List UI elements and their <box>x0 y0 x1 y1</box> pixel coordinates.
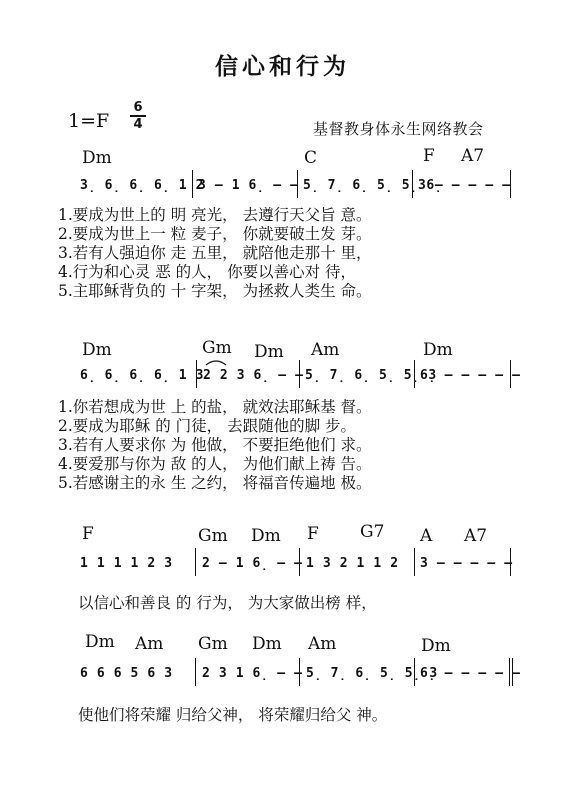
measure: 2 2 3 6̣ – – <box>203 368 304 383</box>
measure: 1 1 1 1 2 3 <box>80 556 173 571</box>
chord-label: Dm <box>254 342 284 362</box>
chord-label: Gm <box>202 338 232 358</box>
time-signature-top: 6 <box>133 100 143 115</box>
bar-line <box>192 170 193 198</box>
lyric-line: 1.要成为世上的 明 亮光， 去遵行天父旨 意。 <box>58 206 372 224</box>
measure: 2 – 1 6̣ – – <box>202 556 303 571</box>
chord-label: A <box>420 526 433 546</box>
time-signature-bottom: 4 <box>133 116 143 132</box>
chord-label: Dm <box>82 340 112 360</box>
key-signature: 1=F <box>68 110 110 132</box>
bar-line <box>196 360 197 388</box>
bar-line <box>195 658 196 686</box>
final-bar-line <box>509 658 513 686</box>
measure: 5̣ 7̣ 6̣ 5̣ 5̣ 3 <box>306 666 438 681</box>
chord-label: Gm <box>198 634 228 654</box>
measure: 3 – – – – – <box>420 556 513 571</box>
bar-line <box>414 548 415 576</box>
lyric-line: 3.若有人强迫你 走 五里， 就陪他走那十 里， <box>58 244 372 262</box>
lyric-line: 3.若有人要求你 为 他做， 不要拒绝他们 求。 <box>58 436 372 454</box>
chord-label: Dm <box>251 526 281 546</box>
measure: 6̣ – – – – – <box>420 368 521 383</box>
measure: 6̣ 6̣ 6̣ 6̣ 1 3 <box>80 368 204 383</box>
bar-line <box>412 170 413 198</box>
chord-label: Dm <box>421 636 451 656</box>
bar-line <box>299 548 300 576</box>
bar-line <box>510 170 511 198</box>
lyric-line: 1.你若想成为世 上 的盐， 就效法耶稣基 督。 <box>58 398 372 416</box>
chord-label: Gm <box>198 526 228 546</box>
chord-label: Dm <box>423 340 453 360</box>
measure: 1 3 2 1 1 2 <box>306 556 399 571</box>
lyric-line: 使他们将荣耀 归给父神， 将荣耀归给父 神。 <box>78 706 388 724</box>
measure: 3 – – – – – <box>418 178 511 193</box>
chord-label: Am <box>135 634 164 654</box>
chord-label: F <box>82 524 94 544</box>
time-signature <box>130 101 146 131</box>
lyric-line: 4.行为和心灵 恶 的人， 你要以善心对 待， <box>58 263 356 281</box>
lyric-line: 5.若感谢主的永 生 之约， 将福音传遍地 极。 <box>58 474 372 492</box>
song-title: 信心和行为 <box>215 54 350 80</box>
bar-line <box>195 548 196 576</box>
measure: 3 – 1 6̣ – – <box>198 178 299 193</box>
bar-line <box>510 548 511 576</box>
measure: 5̣ 7̣ 6̣ 5̣ 5̣ 3 <box>305 368 437 383</box>
measure: 3̣ 6̣ 6̣ 6̣ 1 2 <box>80 178 204 193</box>
chord-label: G7 <box>360 522 385 542</box>
lyric-line: 2.要成为耶稣 的 门徒， 去跟随他的脚 步。 <box>58 417 356 435</box>
lyric-line: 5.主耶稣背负的 十 字架， 为拯救人类生 命。 <box>58 282 372 300</box>
chord-label: Am <box>308 634 337 654</box>
chord-label: F <box>307 524 319 544</box>
bar-line <box>299 658 300 686</box>
bar-line <box>414 360 415 388</box>
chord-label: A7 <box>461 146 485 166</box>
lyric-line: 4.要爱那与你为 敌 的人， 为他们献上祷 告。 <box>58 455 372 473</box>
chord-label: F <box>423 146 435 166</box>
chord-label: Dm <box>252 634 282 654</box>
bar-line <box>510 360 511 388</box>
credit-text: 基督教身体永生网络教会 <box>313 120 484 138</box>
chord-label: Dm <box>85 632 115 652</box>
chord-label: A7 <box>464 526 488 546</box>
lyric-line: 2.要成为世上一 粒 麦子， 你就要破土发 芽。 <box>58 225 372 243</box>
chord-label: Am <box>311 340 340 360</box>
bar-line <box>414 658 415 686</box>
tie-slur <box>205 358 227 366</box>
chord-label: C <box>304 148 318 168</box>
measure: 2 3 1 6̣ – – <box>202 666 303 681</box>
bar-line <box>297 170 298 198</box>
measure: 6̣ – – – – – <box>420 666 521 681</box>
bar-line <box>299 360 300 388</box>
measure: 5̣ 7̣ 6̣ 5̣ 5̣ 6̣ <box>303 178 443 193</box>
measure: 6 6 6 5 6 3 <box>80 666 173 681</box>
chord-label: Dm <box>82 148 112 168</box>
lyric-line: 以信心和善良 的 行为， 为大家做出榜 样， <box>78 594 377 612</box>
